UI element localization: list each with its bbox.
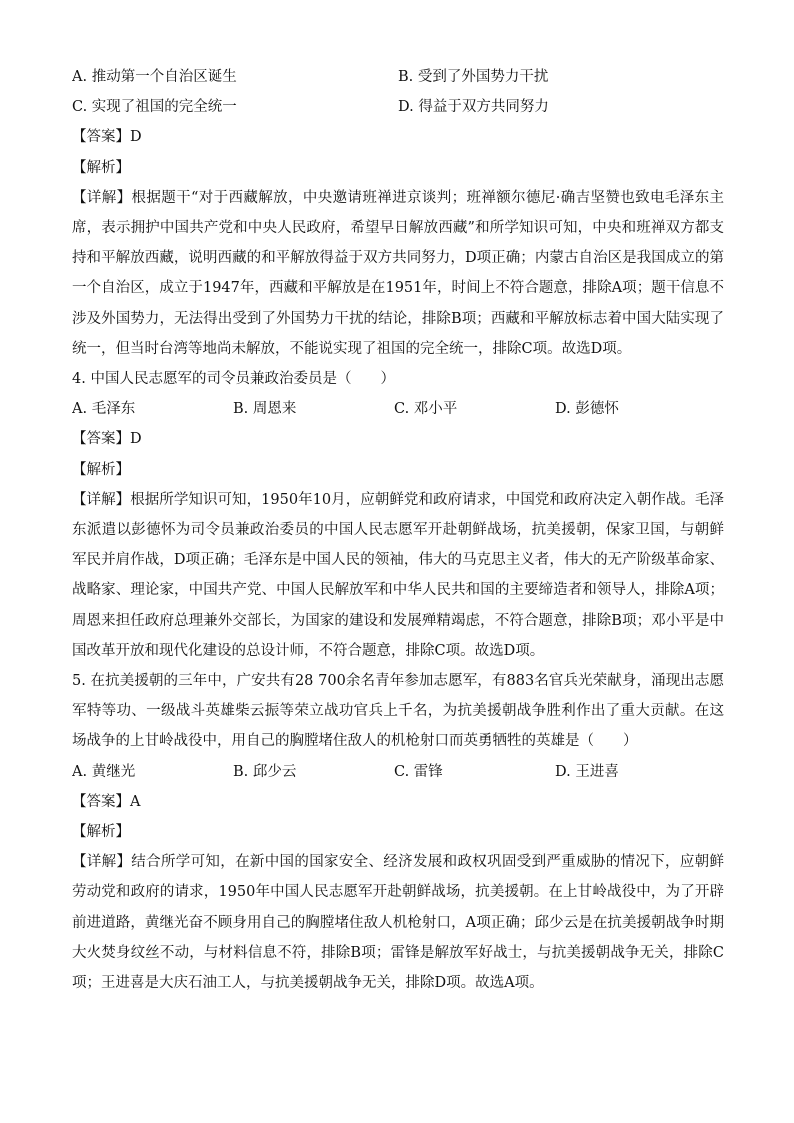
q4-option-b: B. 周恩来 [233, 401, 297, 418]
q4-answer: 【答案】D [72, 431, 142, 448]
q5-options-row [72, 757, 724, 787]
q5-answer: 【答案】A [72, 793, 141, 810]
q4-detail: 【详解】根据所学知识可知，1950年10月，应朝鲜党和政府请求，中国党和政府决定入朝作战。毛泽东派遣以彭德怀为司令员兼政治委员的中国人民志愿军开赴朝鲜战场，抗美援朝，保家卫国，与朝鲜军民并肩作战，D项正确；毛泽东是中国人民的领袖，伟大的马克思主义者，伟大的无产阶级革命家、战略家、理论家，中国共产党、中国人民解放军和中华人民共和国的主要缔造者和领导人，排除A项；周恩来担任政府总理兼外交部长，为国家的建设和发展殚精竭虑，不符合题意，排除B项；邓小平是中国改革开放和现代化建设的总设计师，不符合题意，排除C项。故选D项。 [72, 491, 724, 659]
q3-detail: 【详解】根据题干“对于西藏解放，中央邀请班禅进京谈判；班禅额尔德尼·确吉坚赞也致电毛泽东主席，表示拥护中国共产党和中央人民政府，希望早日解放西藏”和所学知识可知，中央和班禅双方都支持和平解放西藏，说明西藏的和平解放得益于双方共同努力，D项正确；内蒙古自治区是我国成立的第一个自治区，成立于1947年，西藏和平解放是在1951年，时间上不符合题意，排除A项；题干信息不涉及外国势力，无法得出受到了外国势力干扰的结论，排除B项；西藏和平解放标志着中国大陆实现了统一，但当时台湾等地尚未解放，不能说实现了祖国的完全统一，排除C项。故选D项。 [72, 189, 724, 357]
q3-option-c: C. 实现了祖国的完全统一 [72, 99, 237, 116]
q4-option-a: A. 毛泽东 [72, 401, 136, 418]
q5-stem: 5. 在抗美援朝的三年中，广安共有28 700余名青年参加志愿军，有883名官兵光荣献身，涌现出志愿军特等功、一级战斗英雄柴云振等荣立战功官兵上千名，为抗美援朝战争胜利作出了重大贡献。在这场战争的上甘岭战役中，用自己的胸膛堵住敌人的机枪射口而英勇牺牲的英雄是（ ） [72, 672, 724, 750]
q4-stem: 4. 中国人民志愿军的司令员兼政治委员是（ ） [72, 370, 395, 387]
q5-analysis-label: 【解析】 [72, 823, 130, 840]
q3-option-d: D. 得益于双方共同努力 [398, 99, 549, 116]
q4-analysis-label: 【解析】 [72, 461, 130, 478]
q5-option-a: A. 黄继光 [72, 763, 136, 780]
q4-option-c: C. 邓小平 [394, 401, 458, 418]
q3-options-row-2 [72, 92, 724, 122]
exam-page [72, 62, 724, 998]
q5-option-d: D. 王进喜 [555, 763, 619, 780]
q3-option-b: B. 受到了外国势力干扰 [398, 69, 549, 85]
q3-analysis-label: 【解析】 [72, 159, 130, 176]
q5-option-c: C. 雷锋 [394, 763, 443, 780]
q5-detail: 【详解】结合所学可知，在新中国的国家安全、经济发展和政权巩固受到严重威胁的情况下，应朝鲜劳动党和政府的请求，1950年中国人民志愿军开赴朝鲜战场，抗美援朝。在上甘岭战役中，为了开辟前进道路，黄继光奋不顾身用自己的胸膛堵住敌人机枪射口，A项正确；邱少云是在抗美援朝战争时期大火焚身纹丝不动，与材料信息不符，排除B项；雷锋是解放军好战士，与抗美援朝战争无关，排除C项；王进喜是大庆石油工人，与抗美援朝战争无关，排除D项。故选A项。 [72, 854, 724, 991]
q3-options-row-1 [72, 62, 724, 92]
q3-option-a: A. 推动第一个自治区诞生 [72, 69, 237, 85]
q5-option-b: B. 邱少云 [233, 763, 297, 780]
q4-options-row [72, 394, 724, 424]
q4-option-d: D. 彭德怀 [555, 401, 619, 418]
q3-answer: 【答案】D [72, 129, 142, 146]
